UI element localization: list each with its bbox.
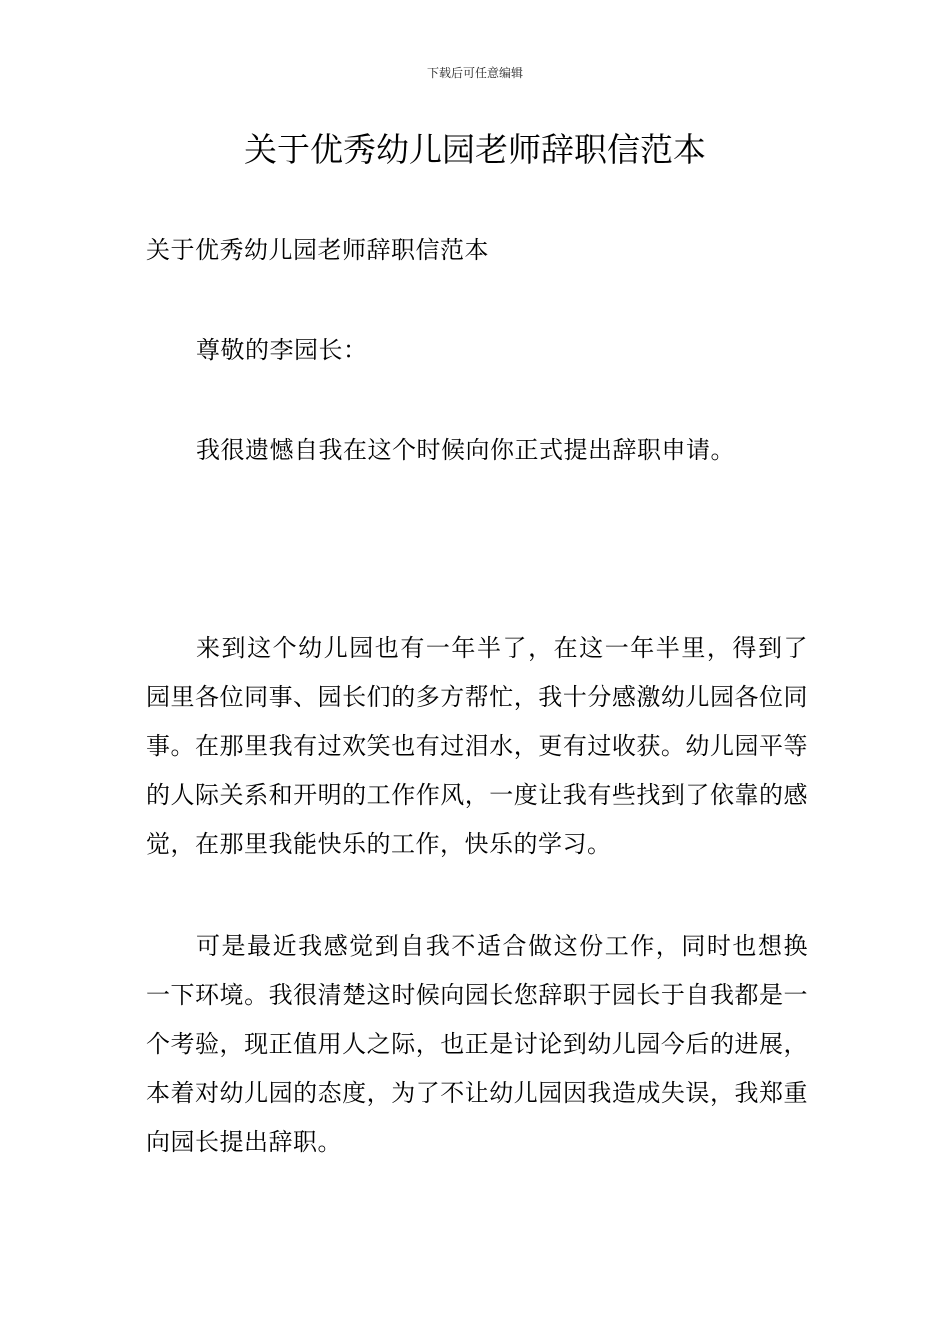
body-paragraph: 来到这个幼儿园也有一年半了，在这一年半里，得到了园里各位同事、园长们的多方帮忙，我十分感激幼儿园各位同事。在那里我有过欢笑也有过泪水，更有过收获。幼儿园平等的人际关系和开明的工作作风，一度让我有些找到了依靠的感觉，在那里我能快乐的工作，快乐的学习。 xyxy=(146,634,808,858)
letter-salutation: 尊敬的李园长： xyxy=(196,336,368,364)
body-paragraph: 可是最近我感觉到自我不适合做这份工作，同时也想换一下环境。我很清楚这时候向园长您辞职于园长于自我都是一个考验，现正值用人之际，也正是讨论到幼儿园今后的进展，本着对幼儿园的态度，为了不让幼儿园因我造成失误，我郑重向园长提出辞职。 xyxy=(146,932,808,1156)
document-title: 关于优秀幼儿园老师辞职信范本 xyxy=(244,130,706,169)
body-paragraph: 我很遗憾自我在这个时候向你正式提出辞职申请。 xyxy=(196,436,735,464)
page-header-note: 下载后可任意编辑 xyxy=(426,66,523,80)
document-subtitle: 关于优秀幼儿园老师辞职信范本 xyxy=(146,236,489,264)
